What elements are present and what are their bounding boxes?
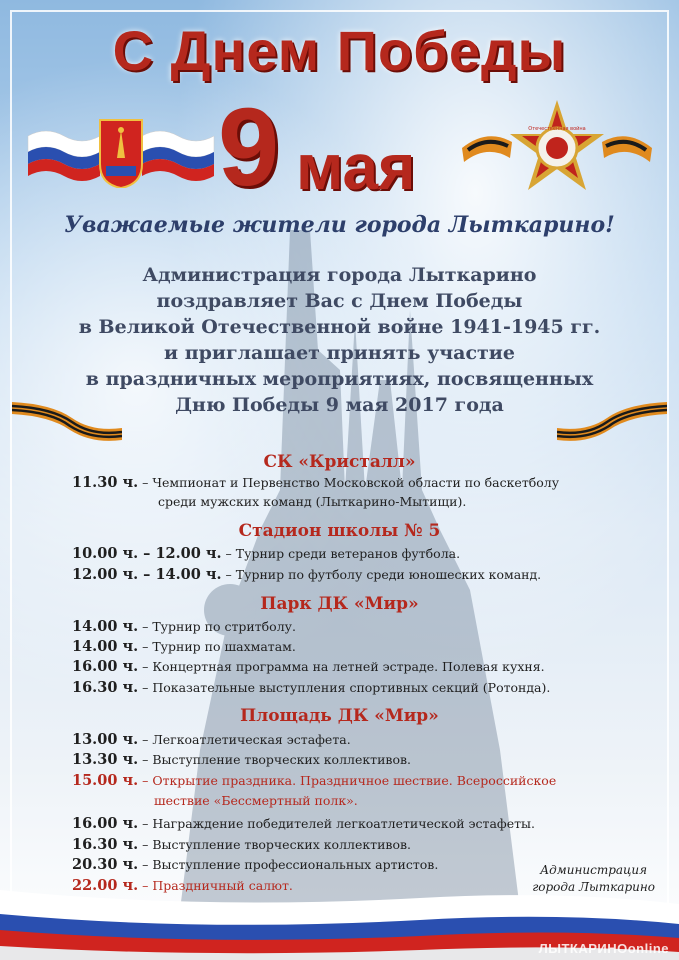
event-time: 16.00 ч. <box>72 815 139 832</box>
event-text-continued: среди мужских команд (Лыткарино-Мытищи). <box>158 494 467 509</box>
page-title: С Днем Победы <box>112 19 567 82</box>
event-time: 16.30 ч. <box>72 836 139 853</box>
st-george-ribbon-icon <box>12 398 122 442</box>
venue-heading: СК «Кристалл» <box>263 452 416 472</box>
event-text: Выступление творческих коллективов. <box>152 837 411 852</box>
intro-line: в праздничных мероприятиях, посвященных <box>85 368 594 390</box>
order-text: Отечественная война <box>528 126 586 132</box>
intro-line: Администрация города Лыткарино <box>142 264 537 286</box>
intro-text <box>0 262 679 418</box>
event-time: 20.30 ч. <box>72 856 139 873</box>
event-time: 14.00 ч. <box>72 638 139 655</box>
event-row: 12.00 ч. – 14.00 ч. – Турнир по футболу среди юношеских команд. <box>72 566 542 583</box>
venue-heading: Стадион школы № 5 <box>238 521 441 541</box>
event-text-continued: шествие «Бессмертный полк». <box>154 793 358 808</box>
event-text: Турнир по шахматам. <box>152 639 296 654</box>
venue-heading: Парк ДК «Мир» <box>260 594 419 614</box>
event-text: Турнир по стритболу. <box>152 619 296 634</box>
event-time: 16.00 ч. <box>72 658 139 675</box>
signature-line: Администрация <box>540 863 648 877</box>
event-row: 16.30 ч. – Выступление творческих коллективов. <box>72 836 411 853</box>
event-time: 12.00 ч. – 14.00 ч. <box>72 566 222 583</box>
event-row: 11.30 ч. – Чемпионат и Первенство Московской области по баскетболу <box>72 474 560 491</box>
event-time: 22.00 ч. <box>72 877 139 894</box>
event-time: 11.30 ч. <box>72 474 139 491</box>
event-text: Турнир по футболу среди юношеских команд. <box>235 567 542 582</box>
event-text: Чемпионат и Первенство Московской области по баскетболу <box>152 475 560 490</box>
venue-heading: Площадь ДК «Мир» <box>240 706 439 726</box>
event-time: 15.00 ч. <box>72 772 139 789</box>
event-time: 16.30 ч. <box>72 679 139 696</box>
event-time: 13.00 ч. <box>72 731 139 748</box>
date-number: 9 <box>218 86 280 209</box>
greeting: Уважаемые жители города Лыткарино! <box>64 212 615 238</box>
event-row: 13.00 ч. – Легкоатлетическая эстафета. <box>72 731 351 748</box>
event-row: 20.30 ч. – Выступление профессиональных артистов. <box>72 856 439 873</box>
event-row: 14.00 ч. – Турнир по стритболу. <box>72 618 296 635</box>
event-row: 16.00 ч. – Награждение победителей легкоатлетической эстафеты. <box>72 815 535 832</box>
event-row: 14.00 ч. – Турнир по шахматам. <box>72 638 296 655</box>
date-month: мая <box>296 131 416 203</box>
event-row: 16.00 ч. – Концертная программа на летней эстраде. Полевая кухня. <box>72 658 545 675</box>
event-time: 10.00 ч. – 12.00 ч. <box>72 545 222 562</box>
event-text: Выступление творческих коллективов. <box>152 752 411 767</box>
event-text: Турнир среди ветеранов футбола. <box>235 546 461 561</box>
event-row: 13.30 ч. – Выступление творческих коллективов. <box>72 751 411 768</box>
order-star-icon <box>462 100 652 200</box>
event-row: 10.00 ч. – 12.00 ч. – Турнир среди ветеранов футбола. <box>72 545 461 562</box>
event-text: Концертная программа на летней эстраде. Полевая кухня. <box>152 659 545 674</box>
flag-emblem-icon <box>26 118 216 188</box>
event-row-highlighted: 15.00 ч. – Открытие праздника. Праздничное шествие. Всероссийское <box>72 772 557 789</box>
event-text: Открытие праздника. Праздничное шествие. Всероссийское <box>152 773 557 788</box>
event-row-highlighted: 22.00 ч. – Праздничный салют. <box>72 877 293 894</box>
st-george-ribbon-icon <box>557 398 667 442</box>
event-time: 13.30 ч. <box>72 751 139 768</box>
event-text: Показательные выступления спортивных секций (Ротонда). <box>152 680 551 695</box>
watermark: ЛЫТКАРИНОonline <box>538 941 669 956</box>
event-row: 16.30 ч. – Показательные выступления спортивных секций (Ротонда). <box>72 679 551 696</box>
event-time: 14.00 ч. <box>72 618 139 635</box>
event-text: Праздничный салют. <box>152 878 293 893</box>
event-text: Легкоатлетическая эстафета. <box>152 732 351 747</box>
intro-line: Дню Победы 9 мая 2017 года <box>175 394 504 416</box>
intro-line: поздравляет Вас с Днем Победы <box>156 290 523 312</box>
intro-line: в Великой Отечественной войне 1941-1945 гг. <box>78 316 601 338</box>
intro-line: и приглашает принять участие <box>164 342 515 364</box>
event-text: Выступление профессиональных артистов. <box>152 857 439 872</box>
signature-line: города Лыткарино <box>532 880 655 894</box>
event-text: Награждение победителей легкоатлетической эстафеты. <box>152 816 535 831</box>
